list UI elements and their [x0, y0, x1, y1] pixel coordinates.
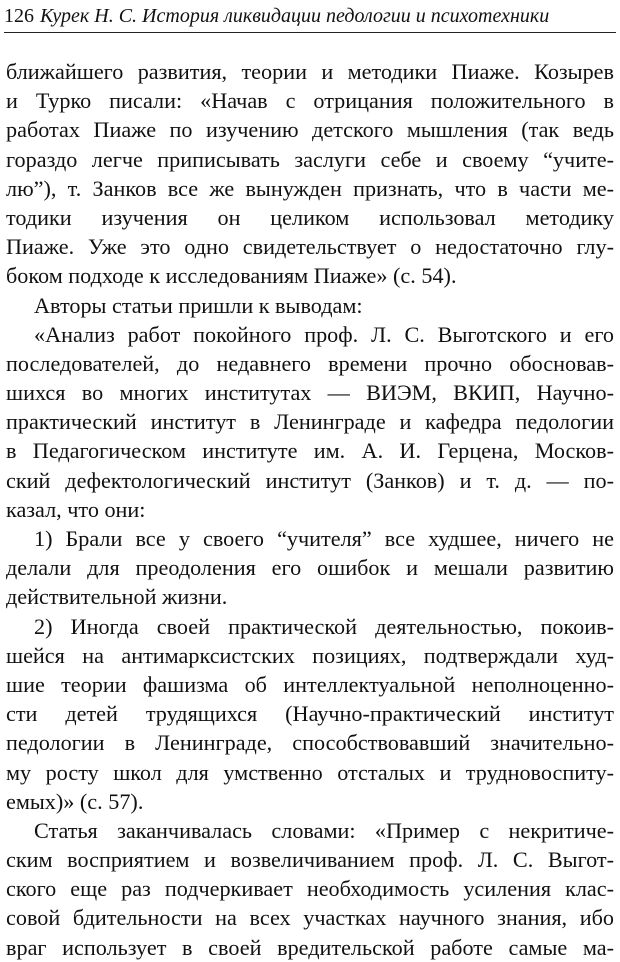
text-line: последователей, до недавнего времени прочно обосновав-: [6, 350, 614, 376]
body-text: [6, 57, 614, 962]
text-line: боком подходе к исследованиям Пиаже» (с. 54).: [6, 263, 457, 289]
text-line: ского еще раз подчеркивает необходимость усиления клас-: [6, 876, 614, 902]
text-line: шейся на антимарксистских позициях, подтверждали худ-: [6, 642, 614, 668]
text-line: лю”), т. Занков все же вынужден признать, что в части ме-: [6, 175, 614, 201]
text-line: работах Пиаже по изучению детского мышления (так ведь: [6, 117, 614, 143]
running-title: Курек Н. С. История ликвидации педологии и психотехники: [40, 5, 550, 27]
text-line: 1) Брали все у своего “учителя” все худшее, ничего не: [34, 526, 614, 551]
text-line: казал, что они:: [6, 496, 146, 522]
text-line: действительной жизни.: [6, 584, 228, 610]
text-line: 2) Иногда своей практической деятельностью, покоив-: [34, 613, 614, 639]
text-line: совой бдительности на всех участках научного знания, ибо: [6, 905, 614, 931]
text-line: «Анализ работ покойного проф. Л. С. Выготского и его: [34, 321, 614, 347]
text-line: враг использует в своей вредительской работе самые ма-: [6, 934, 614, 960]
page-number: 126: [4, 5, 34, 27]
page-header: [4, 2, 616, 33]
text-line: Статья заканчивалась словами: «Пример с некритиче-: [34, 817, 614, 843]
text-line: Авторы статьи пришли к выводам:: [34, 292, 363, 318]
text-line: емых)» (с. 57).: [6, 788, 144, 814]
text-line: ским восприятием и возвеличиванием проф. Л. С. Выгот-: [6, 847, 614, 873]
text-line: му росту школ для умственно отсталых и трудновоспиту-: [6, 759, 614, 785]
text-line: шихся во многих институтах — ВИЭМ, ВКИП, Научно-: [6, 380, 614, 406]
text-line: делали для преодоления его ошибок и мешали развитию: [6, 555, 614, 581]
text-line: педологии в Ленинграде, способствовавший значительно-: [6, 730, 614, 756]
text-line: сти детей трудящихся (Научно-практический институт: [6, 701, 614, 727]
text-line: в Педагогическом институте им. А. И. Герцена, Москов-: [6, 438, 614, 464]
text-line: шие теории фашизма об интеллектуальной неполноценно-: [6, 671, 614, 697]
text-line: ближайшего развития, теории и методики Пиаже. Козырев: [6, 59, 614, 84]
text-line: ский дефектологический институт (Занков) и т. д. — по-: [6, 467, 614, 493]
text-line: гораздо легче приписывать заслуги себе и своему “учите-: [6, 146, 614, 172]
text-line: Пиаже. Уже это одно свидетельствует о недостаточно глу-: [6, 234, 614, 260]
text-line: практический институт в Ленинграде и кафедра педологии: [6, 409, 614, 435]
text-line: тодики изучения он целиком использовал методику: [6, 204, 614, 230]
text-line: и Турко писали: «Начав с отрицания положительного в: [6, 88, 614, 114]
